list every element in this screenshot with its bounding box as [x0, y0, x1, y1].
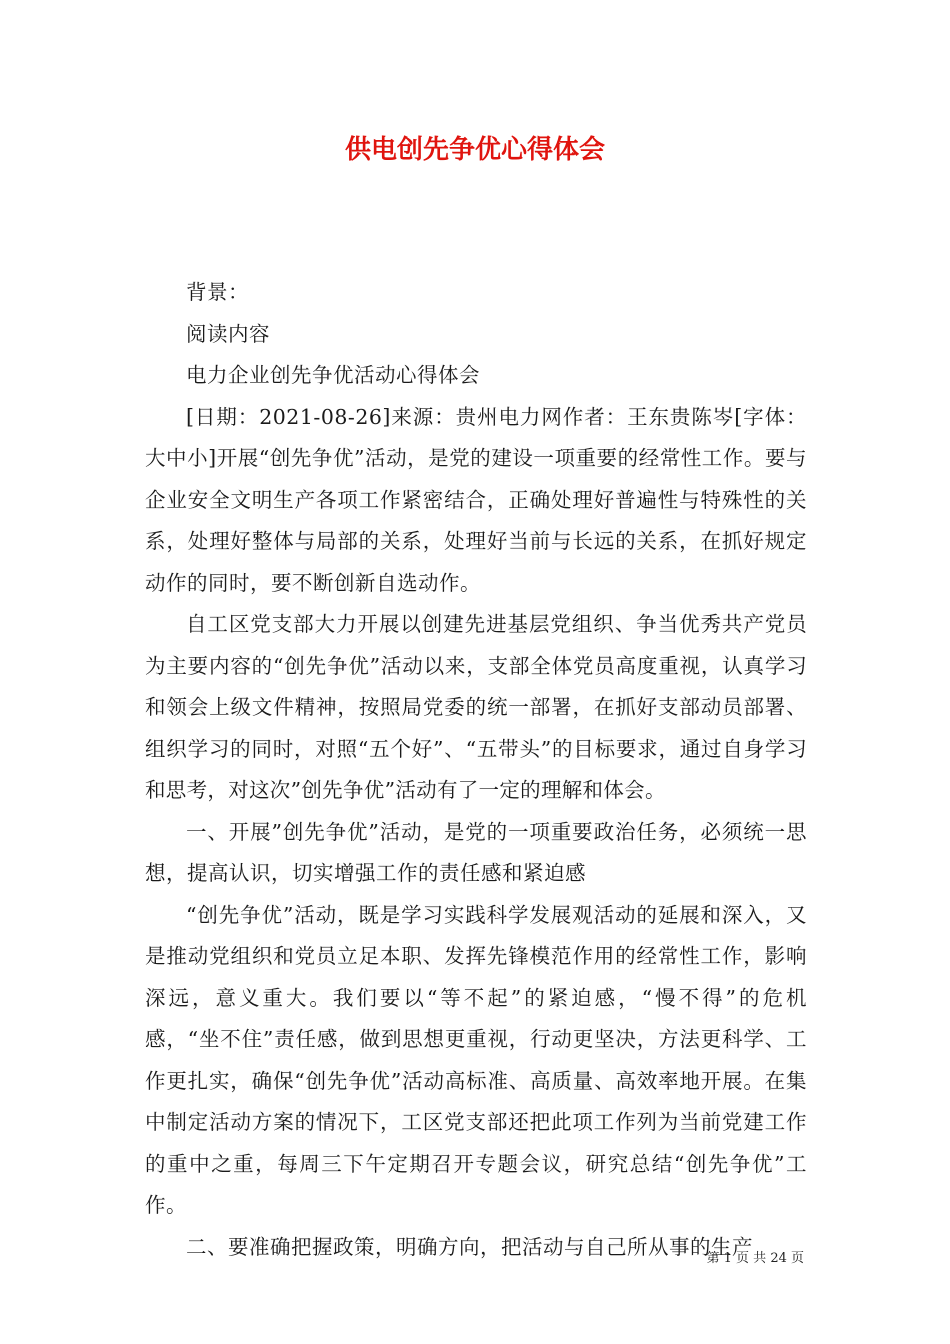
paragraph-reading-label: 阅读内容 [186, 321, 270, 346]
paragraph-branch-activity: 自工区党支部大力开展以创建先进基层党组织、争当优秀共产党员为主要内容的“创先争优”活动以来，支部全体党员高度重视，认真学习和领会上级文件精神，按照局党委的统一部署，在抓好支部动员部署、组织学习的同时，对照“五个好”、“五带头”的目标要求，通过自身学习和思考，对这次”创先争优”活动有了一定的理解和体会。 [145, 612, 807, 802]
paragraph-intro: [日期：2021-08-26]来源：贵州电力网作者：王东贵陈岑[字体：大中小]开展“创先争优”活动，是党的建设一项重要的经常性工作。要与企业安全文明生产各项工作紧密结合，正确处理好普遍性与特殊性的关系，处理好整体与局部的关系，处理好当前与长远的关系，在抓好规定动作的同时，要不断创新自选动作。 [145, 404, 807, 595]
document-body [145, 272, 807, 1268]
paragraph-section-one-heading: 一、开展”创先争优”活动，是党的一项重要政治任务，必须统一思想，提高认识，切实增强工作的责任感和紧迫感 [145, 819, 807, 885]
document-title: 供电创先争优心得体会 [344, 135, 605, 165]
paragraph-section-two-heading: 二、要准确把握政策，明确方向，把活动与自己所从事的生产 [186, 1234, 753, 1259]
page-footer: 第 1 页 共 24 页 [706, 1251, 804, 1266]
paragraph-section-one-body: “创先争优”活动，既是学习实践科学发展观活动的延展和深入，又是推动党组织和党员立足本职、发挥先锋模范作用的经常性工作，影响深远，意义重大。我们要以“等不起”的紧迫感，“慢不得”的危机感，“坐不住”责任感，做到思想更重视，行动更坚决，方法更科学、工作更扎实，确保“创先争优”活动高标准、高质量、高效率地开展。在集中制定活动方案的情况下，工区党支部还把此项工作列为当前党建工作的重中之重，每周三下午定期召开专题会议，研究总结“创先争优”工作。 [145, 902, 807, 1217]
paragraph-background-label: 背景： [186, 280, 249, 304]
paragraph-subtitle: 电力企业创先争优活动心得体会 [186, 363, 480, 387]
